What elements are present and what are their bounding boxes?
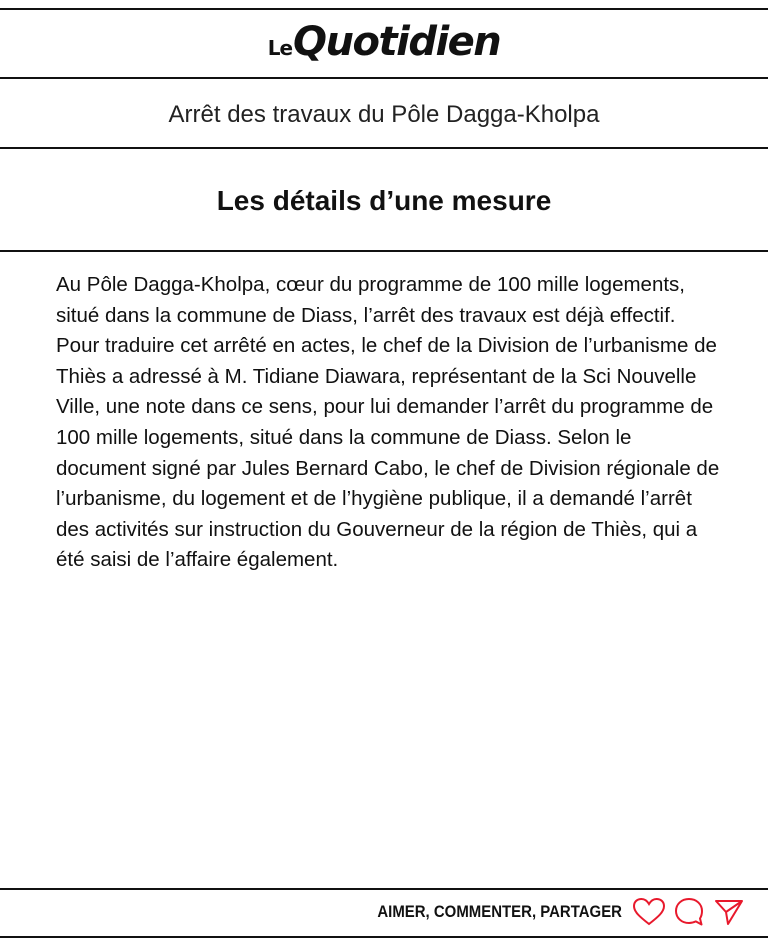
article-body: Au Pôle Dagga-Kholpa, cœur du programme de 100 mille logements, situé dans la commune de Diass, l’arrêt des travaux est déjà effectif. Pour traduire cet arrêté en actes, le chef de la Division de l’urbanisme de Thiès a adressé à M. Tidiane Diawara, représentant de la Sci Nouvelle Ville, une note dans ce sens, pour lui demander l’arrêt du programme de 100 mille logements, situé dans la commune de Diass. Selon le document signé par Jules Bernard Cabo, le chef de Division régionale de l’urbanisme, du logement et de l’hygiène publique, il a demandé l’arrêt des activités sur instruction du Gouverneur de la région de Thiès, qui a été saisi de l’affaire également. <box>56 273 720 572</box>
headline-divider <box>0 250 768 252</box>
heart-icon-graphic <box>632 897 666 927</box>
comment-icon-graphic <box>673 896 705 928</box>
kicker-divider <box>0 147 768 149</box>
top-rule <box>0 8 768 10</box>
bottom-rule <box>0 936 768 938</box>
article-headline: Les détails d’une mesure <box>216 185 552 216</box>
masthead-logo <box>0 19 768 65</box>
masthead-divider <box>0 77 768 79</box>
share-icon-graphic <box>713 896 745 928</box>
article-kicker: Arrêt des travaux du Pôle Dagga-Kholpa <box>168 101 600 128</box>
comment-icon[interactable] <box>672 895 706 929</box>
footer-call-to-action: AIMER, COMMENTER, PARTAGER <box>377 902 622 921</box>
heart-icon[interactable] <box>632 895 666 929</box>
logo-name: Quotidien <box>293 19 501 65</box>
footer-actions <box>344 892 746 932</box>
footer-top-rule <box>0 888 768 890</box>
logo-prefix: Le <box>267 36 293 60</box>
share-icon[interactable] <box>712 895 746 929</box>
